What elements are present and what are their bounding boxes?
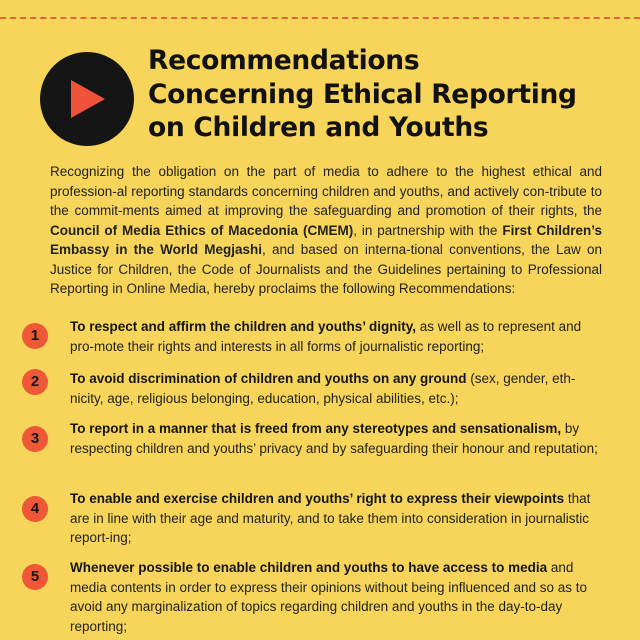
recommendation-text — [70, 558, 602, 636]
intro-text-3: , and based on interna-tional conventions, the Law on Justice for Children, the Code of Journalists and the Guidelines pertaining to Professional Reporting in Online Media, hereby proclaims the following Recommendations: — [50, 242, 602, 296]
intro-text-2: , in partnership with the — [353, 222, 503, 238]
number-badge: 5 — [22, 564, 48, 590]
recommendation-bold: To respect and affirm the children and youths’ dignity, — [70, 319, 417, 334]
recommendation-rest: by respecting children and youths’ privacy and by safeguarding their honour and reputation; — [70, 421, 598, 456]
recommendation-bold: To report in a manner that is freed from any stereotypes and sensationalism, — [70, 421, 562, 436]
intro-org-cmem: Council of Media Ethics of Macedonia (CMEM) — [50, 222, 354, 238]
recommendation-bold: To enable and exercise children and youths’ right to express their viewpoints — [70, 491, 565, 506]
recommendation-rest: that are in line with their age and maturity, and to take them into consideration in journalistic report-ing; — [70, 491, 591, 545]
title-line-2: Concerning Ethical Reporting — [148, 78, 577, 110]
title-line-3: on Children and Youths — [148, 112, 489, 143]
recommendation-bold: To avoid discrimination of children and youths on any ground — [70, 371, 467, 386]
number-badge: 3 — [22, 426, 48, 452]
recommendation-text — [70, 317, 602, 356]
recommendation-text — [70, 369, 602, 408]
recommendation-rest: and media contents in order to express their opinions without being influenced and so as to avoid any marginalization of topics regarding children and youths in the day-to-day reporting; — [70, 560, 588, 634]
intro-text-1: Recognizing the obligation on the part of media to adhere to the highest ethical and profession-al reporting standards concerning children and youths, and actively con-tribute to the commit-ments aimed at improving the safeguarding and promotion of their rights, the — [50, 164, 602, 218]
recommendation-rest: as well as to represent and pro-mote their rights and interests in all forms of journalistic reporting; — [70, 319, 582, 354]
title-line-1: Recommendations — [148, 45, 420, 76]
number-badge: 1 — [22, 323, 48, 349]
recommendation-text — [70, 419, 602, 458]
intro-org-embassy: First Children’s Embassy in the World Megjashi — [50, 222, 603, 257]
recommendation-rest: (sex, gender, eth-nicity, age, religious belonging, education, physical abilities, etc.); — [70, 371, 576, 406]
number-badge: 4 — [22, 496, 48, 522]
number-badge: 2 — [22, 369, 48, 395]
recommendation-bold: Whenever possible to enable children and youths to have access to media — [70, 560, 548, 575]
recommendation-text — [70, 489, 602, 548]
